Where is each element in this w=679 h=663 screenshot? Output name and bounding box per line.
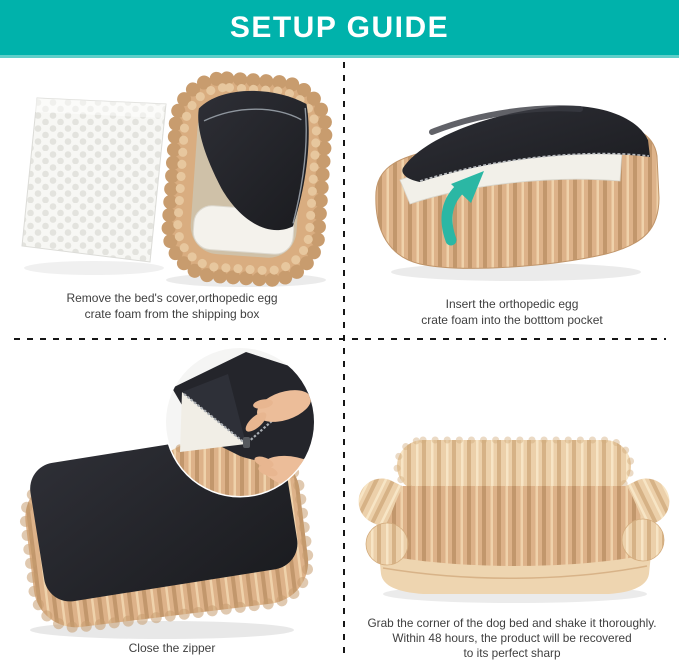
step-1-caption [0,291,344,322]
caption-line: Grab the corner of the dog bed and shake it thoroughly. [367,616,657,630]
back-bolster [397,440,631,492]
header-banner [0,0,679,58]
finished-dog-bed-couch [351,440,677,594]
step-3-illustration [0,344,344,642]
caption-line: Insert the orthopedic egg [445,297,579,311]
caption-line: crate foam from the shipping box [84,306,260,321]
bed-with-pocket-open [376,106,659,268]
caption-line: Within 48 hours, the product will be recovered [392,631,632,645]
seat-cushion [379,486,651,568]
step-1-illustration [4,60,344,288]
step-3-caption [0,641,344,657]
foam-shadow [24,261,164,275]
zipper-slider [243,437,250,448]
step-2-illustration [348,60,676,288]
caption-line: Remove the bed's cover,orthopedic egg [66,291,278,305]
caption-line: to its perfect sharp [463,646,561,660]
zipper-closeup-inset [166,348,328,496]
step-2-caption [345,297,679,328]
right-arm-cap [622,519,664,561]
caption-line: crate foam into the botttom pocket [421,312,603,327]
horizontal-divider [14,338,666,340]
caption-line: Close the zipper [128,641,216,655]
left-arm-cap [366,523,408,565]
open-bed-cover [165,75,328,283]
egg-crate-foam [22,98,166,262]
step-4-caption [345,616,679,661]
step-4-illustration [347,396,677,610]
page-title: SETUP GUIDE [229,10,450,44]
